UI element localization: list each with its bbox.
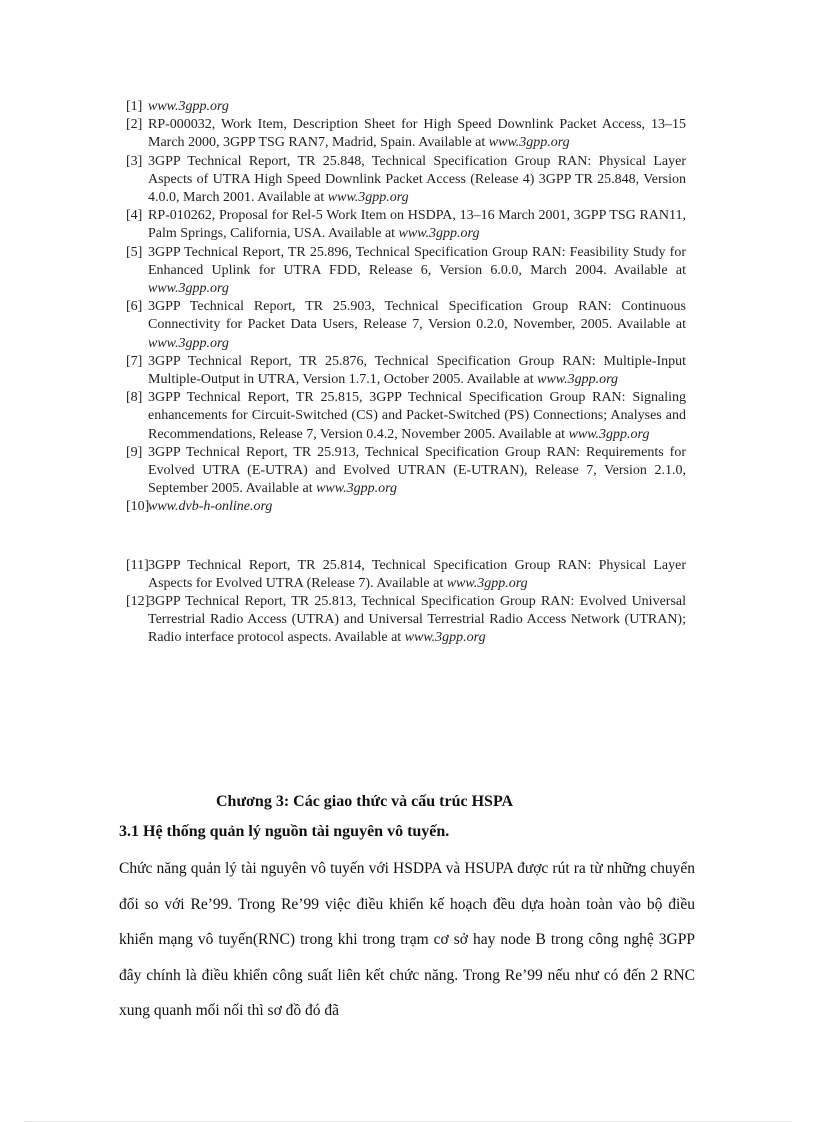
reference-item [126,244,686,299]
reference-link[interactable]: www.3gpp.org [446,575,528,591]
reference-text: 3GPP Technical Report, TR 25.903, Technical Specification Group RAN: Continuous Connectivity for Packet Data Users, Release 7, Version 0.2.0, November, 2005. Available at [148,299,686,333]
body-paragraph: Chức năng quản lý tài nguyên vô tuyến với HSDPA và HSUPA được rút ra từ những chuyển đổi so với Re’99. Trong Re’99 việc điều khiển kế hoạch đều dựa hoàn toàn vào bộ điều khiển mạng vô tuyến(RNC) trong khi trong trạm cơ sở hay node B trong công nghệ 3GPP đây chính là điều khiển công suất liên kết chức năng. Trong Re’99 nếu như có đến 2 RNC xung quanh mối nối thì sơ đồ đó đã [119,860,695,1019]
reference-link[interactable]: www.3gpp.org [148,99,229,114]
reference-number: [9] [126,444,143,460]
reference-item [126,498,686,516]
reference-text: 3GPP Technical Report, TR 25.813, Technical Specification Group RAN: Evolved Universal Terrestrial Radio Access (UTRA) and Universal Terrestrial Radio Access Network (UTRAN); Radio interface protocol aspects. Available at [148,594,686,646]
reference-item [126,557,686,593]
reference-link[interactable]: www.3gpp.org [404,630,486,646]
chapter-title: Chương 3: Các giao thức và cấu trúc HSPA [216,793,514,810]
reference-item [126,207,686,243]
reference-link[interactable]: www.3gpp.org [316,481,397,497]
reference-item [126,389,686,444]
reference-text: 3GPP Technical Report, TR 25.913, Technical Specification Group RAN: Requirements for Evolved UTRA (E-UTRA) and Evolved UTRAN (E-UTRAN), Release 7, Version 2.1.0, September 2005. Available at [148,444,686,497]
reference-number: [6] [126,299,143,315]
reference-text: RP-010262, Proposal for Rel-5 Work Item on HSDPA, 13–16 March 2001, 3GPP TSG RAN11, Palm Springs, California, USA. Available at [148,208,686,242]
reference-number: [5] [126,244,143,260]
reference-number: [7] [126,353,143,369]
reference-number: [12] [126,594,150,610]
reference-item [126,593,686,648]
reference-item [126,153,686,208]
reference-number: [4] [126,208,143,224]
reference-number: [1] [126,99,143,114]
reference-link[interactable]: www.dvb-h-online.org [148,499,273,515]
reference-list [126,98,686,648]
reference-link[interactable]: www.3gpp.org [488,135,570,151]
reference-link[interactable]: www.3gpp.org [148,281,229,297]
reference-number: [10] [126,499,150,515]
reference-link[interactable]: www.3gpp.org [398,226,480,242]
reference-number: [3] [126,153,143,169]
reference-item [126,444,686,499]
reference-gap [126,517,686,557]
reference-item [126,298,686,353]
reference-item [126,353,686,389]
reference-link[interactable]: www.3gpp.org [327,190,409,206]
reference-text: RP-000032, Work Item, Description Sheet for High Speed Downlink Packet Access, 13–15 March 2000, 3GPP TSG RAN7, Madrid, Spain. Available at [148,117,686,151]
reference-link[interactable]: www.3gpp.org [148,335,229,351]
reference-item [126,98,686,116]
reference-text: 3GPP Technical Report, TR 25.814, Technical Specification Group RAN: Physical Layer Aspects for Evolved UTRA (Release 7). Available at [148,557,686,591]
reference-item [126,116,686,152]
reference-link[interactable]: www.3gpp.org [537,372,619,388]
section-heading: 3.1 Hệ thống quản lý nguồn tài nguyên vô tuyến. [119,823,450,840]
reference-number: [8] [126,390,143,406]
reference-link[interactable]: www.3gpp.org [568,426,650,442]
reference-text: 3GPP Technical Report, TR 25.896, Technical Specification Group RAN: Feasibility Study for Enhanced Uplink for UTRA FDD, Release 6, Version 6.0.0, March 2004. Available at [148,244,686,278]
reference-number: [2] [126,117,143,133]
reference-text: 3GPP Technical Report, TR 25.876, Technical Specification Group RAN: Multiple-Input Multiple-Output in UTRA, Version 1.7.1, October 2005. Available at [148,353,686,388]
reference-text: 3GPP Technical Report, TR 25.848, Technical Specification Group RAN: Physical Layer Aspects of UTRA High Speed Downlink Packet Access (Release 4) 3GPP TR 25.848, Version 4.0.0, March 2001. Available at [148,153,686,206]
page-bottom-divider [24,1121,792,1122]
reference-number: [11] [126,557,149,573]
reference-text: 3GPP Technical Report, TR 25.815, 3GPP Technical Specification Group RAN: Signaling enhancements for Circuit-Switched (CS) and Packet-Switched (PS) Connections; Analyses and Recommendations, Release 7, Version 0.4.2, November 2005. Available at [148,390,686,442]
